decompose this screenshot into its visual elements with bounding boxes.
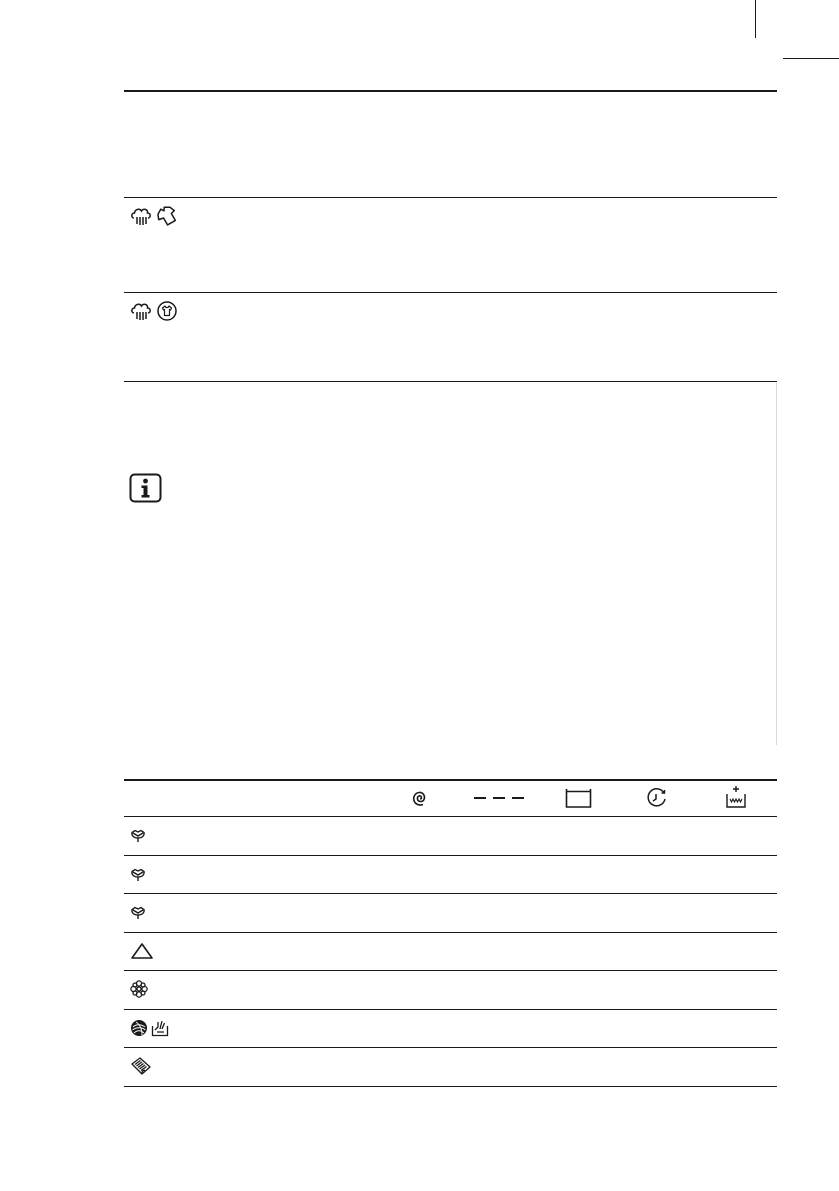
table-row xyxy=(124,933,777,972)
delicates-icon xyxy=(130,980,148,998)
table-row xyxy=(124,894,777,933)
steam-shirt-refresh-icon xyxy=(156,205,178,227)
margin-rule xyxy=(776,383,777,745)
rinse-hold-icon xyxy=(474,795,524,801)
info-icon xyxy=(129,473,162,503)
programme-icon-group xyxy=(130,1019,169,1037)
eco-cotton-icon xyxy=(130,903,146,921)
table-row xyxy=(124,1010,777,1049)
table-row xyxy=(124,293,777,382)
crop-mark-vertical xyxy=(755,0,756,38)
table-row xyxy=(124,971,777,1010)
handwash-icon xyxy=(151,1019,169,1037)
eco-cotton-icon xyxy=(130,865,146,883)
table-row xyxy=(124,90,777,198)
blanket-icon xyxy=(130,1057,152,1075)
synthetics-icon xyxy=(130,942,154,960)
stain-plus-icon xyxy=(725,785,747,809)
steam-cloud-icon xyxy=(130,205,152,227)
table-row xyxy=(124,817,777,856)
steam-shirt-circle-icon xyxy=(156,300,178,322)
spin-icon xyxy=(410,787,430,809)
delay-start-icon xyxy=(645,787,669,809)
table-row xyxy=(124,1048,777,1087)
steam-programmes-table xyxy=(124,90,777,382)
table-row xyxy=(124,198,777,293)
extra-rinse-icon xyxy=(565,787,592,809)
crop-mark-horizontal xyxy=(783,58,839,59)
options-header-row xyxy=(124,779,777,817)
table-row xyxy=(124,856,777,895)
eco-cotton-icon xyxy=(130,826,146,844)
programme-options-table xyxy=(124,779,777,1087)
wool-icon xyxy=(130,1019,148,1037)
steam-cloud-icon xyxy=(130,300,152,322)
